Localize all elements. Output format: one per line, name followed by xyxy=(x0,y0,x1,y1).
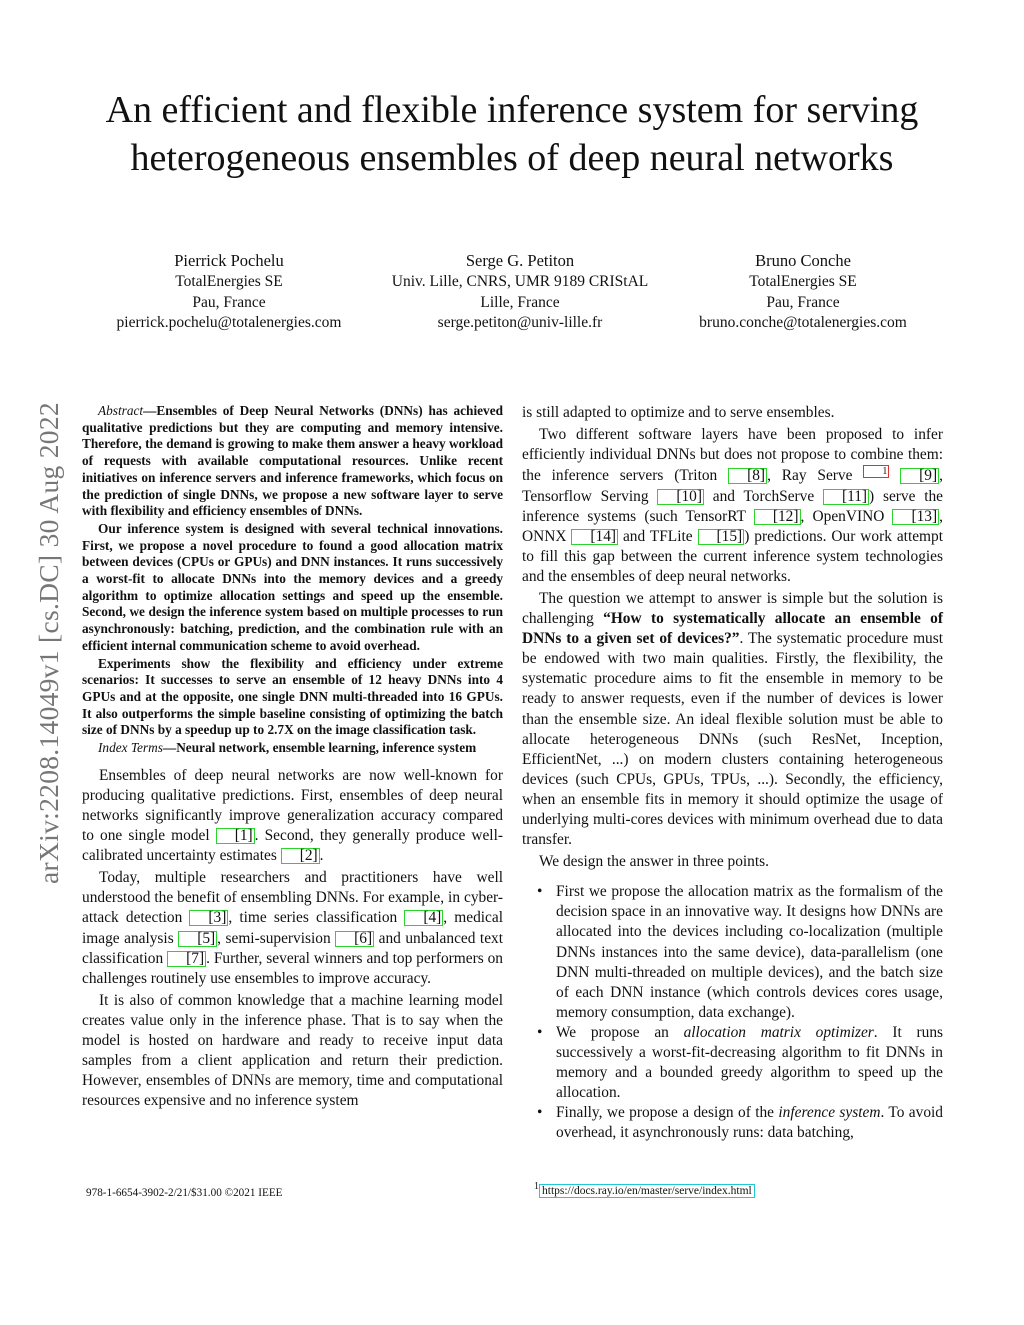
index-terms-label: Index Terms xyxy=(98,740,163,756)
citation-link[interactable]: [2] xyxy=(281,848,320,864)
author-location: Pau, France xyxy=(192,293,266,311)
author-location: Pau, France xyxy=(766,293,840,311)
author-email: pierrick.pochelu@totalenergies.com xyxy=(116,314,342,331)
citation-link[interactable]: [9] xyxy=(900,468,939,484)
intro-paragraph-1: Ensembles of deep neural networks are now well-known for producing qualitative predictions. First, ensembles of deep neural networks significantly improve generalization accuracy compared to one single model [1] . Second, they generally produce well-calibrated uncertainty estimates [2] . xyxy=(82,766,503,865)
citation-link[interactable]: [14] xyxy=(571,529,618,545)
design-intro: We design the answer in three points. xyxy=(539,853,769,871)
citation-link[interactable]: [6] xyxy=(335,931,374,947)
bullet-icon: • xyxy=(537,1104,543,1122)
citation-link[interactable]: [1] xyxy=(216,828,255,844)
list-item: • Finally, we propose a design of the inference system. To avoid overhead, it asynchronously runs: data batching, xyxy=(537,1104,943,1142)
citation-link[interactable]: [11] xyxy=(823,489,869,505)
citation-link[interactable]: [8] xyxy=(728,468,767,484)
bullet-icon: • xyxy=(537,1023,543,1041)
abstract-paragraph-3: Experiments show the flexibility and efficiency under extreme scenarios: It successes to serve an ensemble of 12 heavy DNNs into 4 GPUs and at the opposite, one single DNN multi-threaded into 16 GPUs. It also outperforms the simple baseline consisting of optimizing the batch size of DNNs by a speedup up to 2.7X on the image classification task. xyxy=(82,655,503,738)
footnote-number: 1 xyxy=(534,1181,539,1193)
intro-paragraph-2: Today, multiple researchers and practitioners have well understood the benefit of ensembling DNNs. For example, in cyber-attack detection [3] , time series classification [4] , medical image analysis [5] , semi-supervision [6] and unbalanced text classification [7] . Further, several winners and top performers on challenges routinely use ensembles to improve accuracy. xyxy=(82,869,504,987)
bullet-icon: • xyxy=(537,883,543,901)
author-location: Lille, France xyxy=(480,293,560,311)
index-terms: Index Terms—Neural network, ensemble learning, inference system xyxy=(98,740,477,756)
research-question: “How to systematically allocate an ensemble of DNNs to a given set of devices?” xyxy=(522,610,943,648)
citation-link[interactable]: [13] xyxy=(892,509,939,525)
author-affiliation: TotalEnergies SE xyxy=(175,273,283,290)
list-item: • We propose an allocation matrix optimizer. It runs successively a worst-fit-decreasing algorithm to fit DNNs in memory and a bounded greedy algorithm to speed up the allocation. xyxy=(537,1023,943,1102)
contribution-list xyxy=(522,882,943,1143)
paper-title: An efficient and flexible inference system for serving heterogeneous ensembles of deep neural networks xyxy=(105,89,919,179)
copyright-notice: 978-1-6654-3902-2/21/$31.00 ©2021 IEEE xyxy=(86,1187,283,1199)
citation-link[interactable]: [12] xyxy=(754,509,801,525)
citation-link[interactable]: [10] xyxy=(657,489,704,505)
author-email: serge.petiton@univ-lille.fr xyxy=(437,314,603,331)
footnote xyxy=(534,1181,755,1197)
author-name: Bruno Conche xyxy=(755,251,851,270)
list-item: • First we propose the allocation matrix as the formalism of the decision space in an innovative way. It designs how DNNs are allocated into the devices including co-localization (multiple DNNs instances into the same device), data-parallelism (one DNN multi-threaded on multiple devices), and the batch size of each DNN instance (which controls devices cores usage, memory consumption, data exchange). xyxy=(537,883,943,1021)
abstract-paragraph-2: Our inference system is designed with several technical innovations. First, we propose a novel procedure to found a good allocation matrix between devices (CPUs or GPUs) and DNN instances. It runs successively a worst-fit to allocate DNNs into the memory devices and a greedy algorithm to optimize allocation settings and speed up the ensemble. Second, we design the inference system based on multiple processes to run asynchronously: batching, prediction, and the combination rule with an efficient internal communication scheme to avoid overhead. xyxy=(82,520,503,653)
author-block-3 xyxy=(680,250,926,334)
footnote-marker[interactable]: 1 xyxy=(863,465,889,478)
author-block-1 xyxy=(90,250,368,334)
author-name: Pierrick Pochelu xyxy=(174,251,284,270)
author-email: bruno.conche@totalenergies.com xyxy=(699,314,907,331)
continued-paragraph: is still adapted to optimize and to serve ensembles. xyxy=(522,404,835,421)
citation-link[interactable]: [3] xyxy=(189,910,228,926)
author-affiliation: TotalEnergies SE xyxy=(749,273,857,290)
left-column xyxy=(82,403,503,1113)
software-layers-paragraph: Two different software layers have been proposed to infer efficiently individual DNNs but does not propose to combine them: the inference servers (Triton [8] , Ray Serve 1 [9] , Tensorflow Serving [10] and TorchServe [11] ) serve the inference systems (such TensorRT [12] , OpenVINO [13] , ONNX [14] and TFLite [15] ) predictions. Our work attempt to fill this gap between the current inference system technologies and the ensembles of deep neural networks. xyxy=(522,426,943,585)
citation-link[interactable]: [15] xyxy=(698,529,745,545)
question-paragraph: The question we attempt to answer is simple but the solution is challenging “How to systematically allocate an ensemble of DNNs to a given set of devices?”. The systematic procedure must be endowed with two main qualities. Firstly, the flexibility, the systematic procedure aims to fit the ensemble in memory to be ready to answer requests, even if the number of devices is lower than the ensemble size. An ideal flexible solution must be able to allocate heterogeneous DNNs (such ResNet, Inception, EfficientNet, ...) on modern clusters containing heterogeneous devices (such CPUs, GPUs, TPUs, ...). Secondly, the efficiency, when an ensemble fits in memory it should optimize the usage of underlying multi-cores devices with minimum overhead due to data transfer. xyxy=(522,589,944,849)
citation-link[interactable]: [7] xyxy=(167,951,206,967)
citation-link[interactable]: [4] xyxy=(404,910,443,926)
right-column xyxy=(522,403,943,1144)
intro-paragraph-3: It is also of common knowledge that a machine learning model creates value only in the inference phase. That is to say when the model is hosted on hardware and ready to receive input data samples from a client application and return their prediction. However, ensembles of DNNs are memory, time and computational resources expensive and no inference system xyxy=(82,991,503,1110)
author-affiliation: Univ. Lille, CNRS, UMR 9189 CRIStAL xyxy=(391,273,649,290)
arxiv-identifier: arXiv:2208.14049v1 [cs.DC] 30 Aug 2022 xyxy=(33,402,64,884)
citation-link[interactable]: [5] xyxy=(178,931,217,947)
footnote-url-link[interactable]: https://docs.ray.io/en/master/serve/index.html xyxy=(539,1184,755,1198)
abstract-label: Abstract xyxy=(98,403,144,418)
abstract-paragraph-1: Abstract—Ensembles of Deep Neural Networks (DNNs) has achieved qualitative predictions but they are computing and memory intensive. Therefore, the demand is growing to make them answer a heavy workload of requests with available computational resources. Unlike recent initiatives on inference servers and inference frameworks, which focus on the prediction of single DNNs, we propose a new software layer to serve with flexibility and efficiency ensembles of DNNs. xyxy=(82,403,503,519)
author-name: Serge G. Petiton xyxy=(465,251,575,270)
author-block-2 xyxy=(366,250,674,334)
